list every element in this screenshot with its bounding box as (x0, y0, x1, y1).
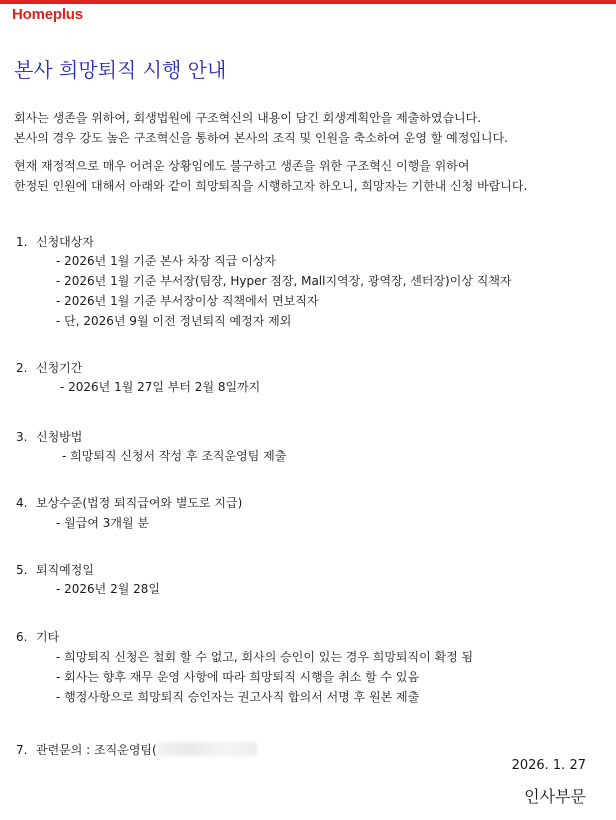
intro-paragraph-2 (14, 156, 527, 196)
section-number: 4. (16, 496, 28, 510)
redacted-contact (157, 742, 257, 756)
notice-date: 2026. 1. 27 (511, 758, 586, 773)
section-6-item: - 행정사항으로 희망퇴직 승인자는 권고사직 합의서 서명 후 원본 제출 (56, 690, 420, 704)
section-heading: 기타 (36, 630, 60, 644)
section-1-item: - 2026년 1월 기준 본사 차장 직급 이상자 (56, 254, 276, 268)
section-number: 2. (16, 361, 28, 375)
section-5-title (16, 561, 94, 578)
section-7-title (16, 741, 257, 758)
intro-paragraph-1 (14, 108, 508, 148)
section-number: 5. (16, 563, 28, 577)
section-1-item: - 2026년 1월 기준 부서장(팀장, Hyper 점장, Mall지역장, 광역장, 센터장)이상 직책자 (56, 274, 512, 288)
intro-line: 회사는 생존을 위하여, 회생법원에 구조혁신의 내용이 담긴 회생계획안을 제출하였습니다. (14, 111, 482, 125)
section-6-title (16, 628, 59, 645)
homeplus-logo: Homeplus (12, 6, 83, 23)
section-heading: 관련문의 : 조직운영팀( (36, 743, 157, 757)
section-2-title (16, 359, 82, 376)
section-4-title (16, 494, 242, 511)
section-heading: 퇴직예정일 (36, 563, 94, 577)
section-1-title (16, 233, 94, 250)
section-3-item: - 희망퇴직 신청서 작성 후 조직운영팀 제출 (62, 449, 287, 463)
issuing-department: 인사부문 (524, 787, 586, 806)
section-2-item: - 2026년 1월 27일 부터 2월 8일까지 (60, 380, 261, 394)
section-1-item: - 단, 2026년 9월 이전 정년퇴직 예정자 제외 (56, 314, 292, 328)
top-accent-bar (0, 0, 616, 4)
intro-line: 현재 재정적으로 매우 어려운 상황임에도 불구하고 생존을 위한 구조혁신 이행을 위하여 (14, 159, 470, 173)
section-6-item: - 희망퇴직 신청은 철회 할 수 없고, 회사의 승인이 있는 경우 희망퇴직이 확정 됨 (56, 650, 474, 664)
section-4-item: - 월급여 3개월 분 (56, 516, 149, 530)
section-heading: 보상수준(법정 퇴직급여와 별도로 지급) (36, 496, 243, 510)
section-5-item: - 2026년 2월 28일 (56, 582, 160, 596)
section-number: 7. (16, 743, 28, 757)
section-heading: 신청방법 (36, 430, 83, 444)
section-number: 1. (16, 235, 28, 249)
section-heading: 신청기간 (36, 361, 83, 375)
section-3-title (16, 428, 82, 445)
notice-title: 본사 희망퇴직 시행 안내 (14, 58, 227, 82)
intro-line: 본사의 경우 강도 높은 구조혁신을 통하여 본사의 조직 및 인원을 축소하여 운영 할 예정입니다. (14, 131, 508, 145)
section-6-item: - 회사는 향후 재무 운영 사항에 따라 희망퇴직 시행을 취소 할 수 있음 (56, 670, 420, 684)
section-number: 6. (16, 630, 28, 644)
section-1-item: - 2026년 1월 기준 부서장이상 직책에서 면보직자 (56, 294, 319, 308)
section-number: 3. (16, 430, 28, 444)
intro-line: 한정된 인원에 대해서 아래와 같이 희망퇴직을 시행하고자 하오니, 희망자는 기한내 신청 바랍니다. (14, 179, 528, 193)
section-heading: 신청대상자 (36, 235, 94, 249)
